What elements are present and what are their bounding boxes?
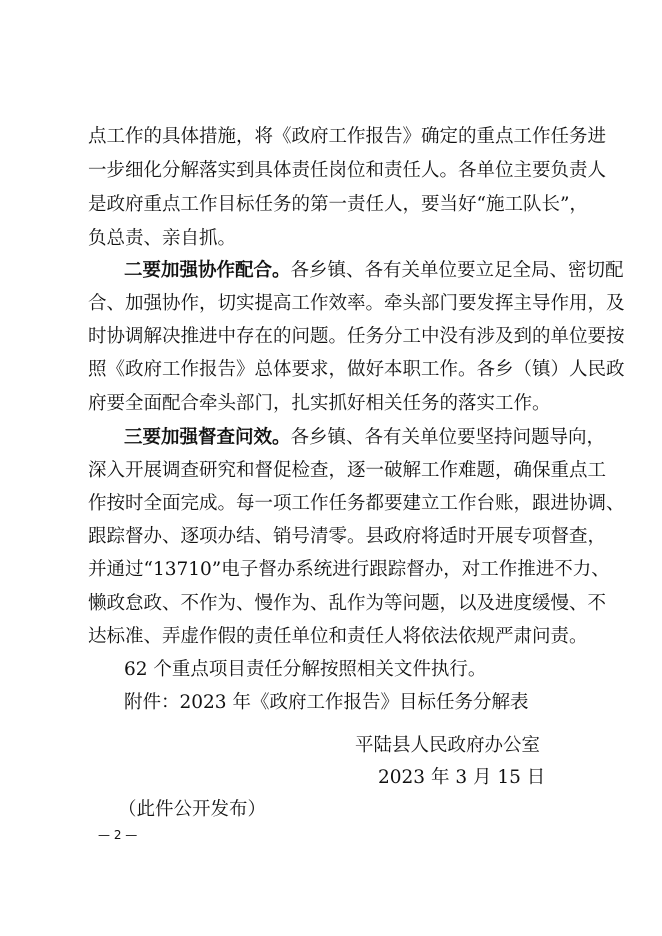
paragraph-line: 时协调解决推进中存在的问题。任务分工中没有涉及到的单位要按 bbox=[88, 326, 625, 347]
paragraph-line: 跟踪督办、逐项办结、销号清零。县政府将适时开展专项督查， bbox=[88, 526, 607, 547]
page-number: — 2 — bbox=[98, 828, 138, 842]
paragraph-line: 点工作的具体措施，将《政府工作报告》确定的重点工作任务进 bbox=[88, 126, 607, 147]
paragraph-line: 一步细化分解落实到具体责任岗位和责任人。各单位主要负责人 bbox=[88, 160, 607, 181]
signature-organization: 平陆县人民政府办公室 bbox=[355, 735, 541, 756]
paragraph-line: 并通过“13710”电子督办系统进行跟踪督办，对工作推进不力、 bbox=[88, 559, 610, 580]
paragraph-text: 各乡镇、各有关单位要坚持问题导向， bbox=[290, 427, 606, 448]
paragraph-line: 懒政怠政、不作为、慢作为、乱作为等问题，以及进度缓慢、不 bbox=[88, 593, 607, 614]
paragraph-line: 是政府重点工作目标任务的第一责任人，要当好“施工队长”， bbox=[88, 194, 588, 215]
paragraph-line: 合、加强协作，切实提高工作效率。牵头部门要发挥主导作用，及 bbox=[88, 293, 625, 314]
paragraph-line: 深入开展调查研究和督促检查，逐一破解工作难题，确保重点工 bbox=[88, 460, 607, 481]
paragraph-line: 负总责、亲自抓。 bbox=[88, 228, 237, 249]
section-heading: 二要加强协作配合。 bbox=[124, 260, 291, 281]
paragraph-line: 府要全面配合牵头部门，扎实抓好相关任务的落实工作。 bbox=[88, 393, 551, 414]
section-heading: 三要加强督查问效。 bbox=[124, 427, 291, 448]
paragraph-line: 62 个重点项目责任分解按照相关文件执行。 bbox=[124, 659, 487, 680]
paragraph-text: 各乡镇、各有关单位要立足全局、密切配 bbox=[290, 260, 624, 281]
paragraph-first-line bbox=[124, 425, 606, 451]
publish-note: （此件公开发布） bbox=[118, 799, 267, 820]
paragraph-line: 达标准、弄虚作假的责任单位和责任人将依法依规严肃问责。 bbox=[88, 626, 588, 647]
paragraph-line: 作按时全面完成。每一项工作任务都要建立工作台账，跟进协调、 bbox=[88, 493, 625, 514]
signature-date: 2023 年 3 月 15 日 bbox=[378, 767, 546, 788]
paragraph-line: 照《政府工作报告》总体要求，做好本职工作。各乡（镇）人民政 bbox=[88, 359, 625, 380]
paragraph-first-line bbox=[124, 258, 624, 284]
attachment-line: 附件：2023 年《政府工作报告》目标任务分解表 bbox=[124, 692, 529, 713]
